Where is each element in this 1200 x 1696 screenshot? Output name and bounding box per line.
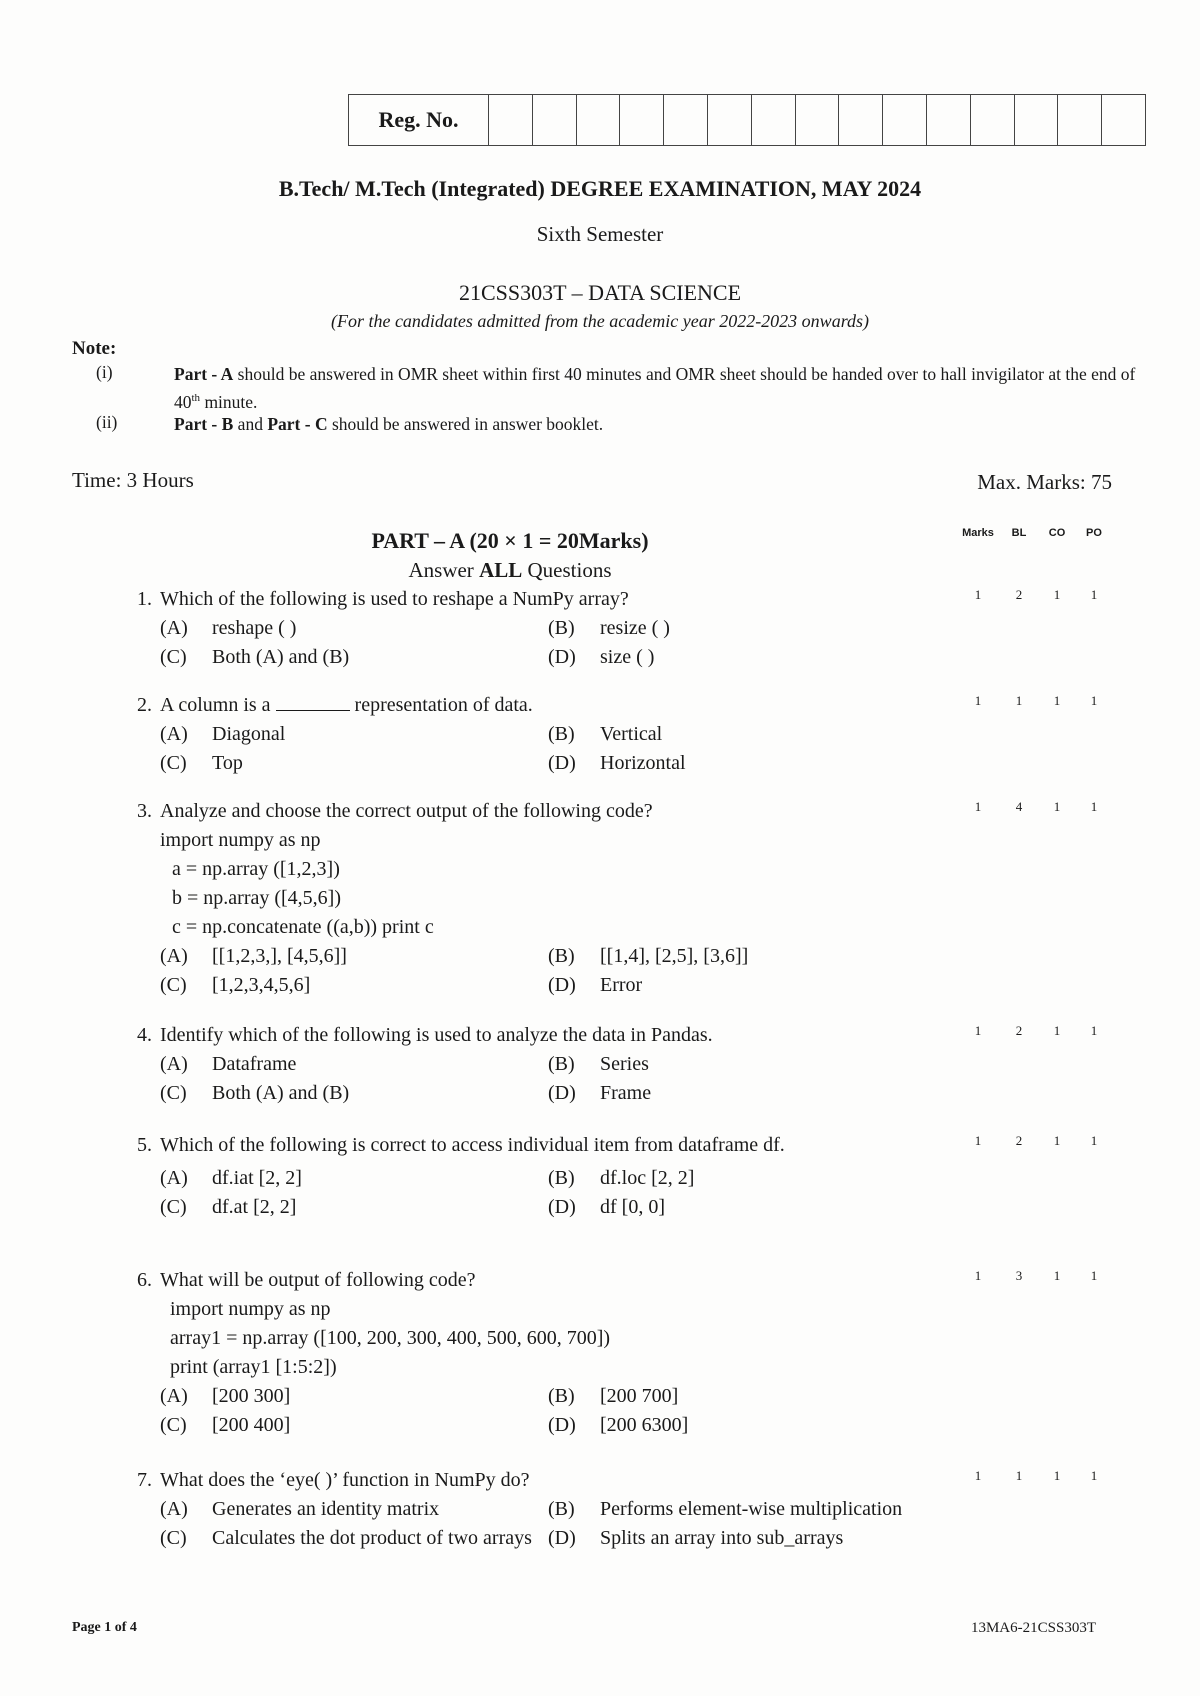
option: (C) Top: [160, 752, 243, 774]
reg-no-cell: [796, 95, 840, 145]
reg-no-cell: [620, 95, 664, 145]
question-co-value: 1: [1053, 1268, 1061, 1283]
code-block: [118, 826, 948, 942]
option: (B) df.loc [2, 2]: [548, 1167, 695, 1189]
code-line: print (array1 [1:5:2]): [170, 1356, 337, 1378]
question-po-value: 1: [1090, 587, 1098, 602]
question-bl-value: 2: [1015, 1133, 1023, 1148]
column-header-bl: BL: [1011, 527, 1027, 539]
fill-in-blank: [276, 693, 350, 711]
code-line: import numpy as np: [170, 1298, 331, 1320]
question-po-value: 1: [1090, 1468, 1098, 1483]
question: [118, 585, 948, 672]
question-number: 7.: [137, 1469, 152, 1491]
question: [118, 1466, 948, 1553]
question-bl-value: 2: [1015, 587, 1023, 602]
reg-no-cells: [489, 95, 1145, 145]
option: (B) Performs element-wise multiplication: [548, 1498, 903, 1520]
question-number: 5.: [137, 1134, 152, 1156]
question-po-value: 1: [1090, 1133, 1098, 1148]
option: (D) Frame: [548, 1082, 652, 1104]
question: [118, 1021, 948, 1108]
option: (A) df.iat [2, 2]: [160, 1167, 302, 1189]
question-co-value: 1: [1053, 693, 1061, 708]
question-number: 2.: [137, 694, 152, 716]
note-num: (i): [96, 362, 113, 382]
question-number: 6.: [137, 1269, 152, 1291]
reg-no-cell: [927, 95, 971, 145]
note-text: Part - B and Part - C should be answered in answer booklet.: [174, 414, 604, 434]
part-heading: PART – A (20 × 1 = 20Marks): [371, 528, 649, 553]
reg-no-cell: [489, 95, 533, 145]
question-bl-value: 3: [1015, 1268, 1023, 1283]
code-line: b = np.array ([4,5,6]): [172, 887, 341, 909]
options: [118, 1495, 948, 1553]
reg-no-cell: [577, 95, 621, 145]
question-co-value: 1: [1053, 1133, 1061, 1148]
options: [118, 1382, 948, 1440]
note-text: Part - A should be answered in OMR sheet within first 40 minutes and OMR sheet should be handed over to hall invigilator at the end of 40th minute.: [174, 364, 1136, 412]
options: [118, 614, 948, 672]
question-bl-value: 4: [1015, 799, 1023, 814]
question-number: 3.: [137, 800, 152, 822]
question-marks-value: 1: [974, 587, 982, 602]
reg-no-cell: [533, 95, 577, 145]
option: (D) Horizontal: [548, 752, 686, 774]
question-co-value: 1: [1053, 587, 1061, 602]
paper-code: 13MA6-21CSS303T: [970, 1620, 1096, 1636]
column-header-marks: Marks: [962, 527, 994, 539]
question-marks-value: 1: [974, 1268, 982, 1283]
question-bl-value: 2: [1015, 1023, 1023, 1038]
question-po-value: 1: [1090, 799, 1098, 814]
option: (D) df [0, 0]: [548, 1196, 665, 1218]
option: (A) Generates an identity matrix: [160, 1498, 440, 1520]
option: (C) [200 400]: [160, 1414, 291, 1436]
question-po-value: 1: [1090, 1023, 1098, 1038]
option: (A) [200 300]: [160, 1385, 291, 1407]
option: (C) Both (A) and (B): [160, 646, 350, 668]
option: (C) Calculates the dot product of two arrays: [160, 1527, 532, 1549]
option: (D) [200 6300]: [548, 1414, 689, 1436]
page-number: Page 1 of 4: [72, 1620, 137, 1635]
note-item: [96, 362, 1136, 414]
question-text: What will be output of following code?: [160, 1269, 476, 1291]
note-label: Note:: [72, 338, 117, 359]
column-header-po: PO: [1086, 527, 1102, 539]
question-po-value: 1: [1090, 693, 1098, 708]
code-block: [118, 1295, 948, 1382]
option: (A) reshape ( ): [160, 617, 297, 639]
reg-no-cell: [839, 95, 883, 145]
code-line: a = np.array ([1,2,3]): [172, 858, 340, 880]
reg-no-label: Reg. No.: [349, 95, 489, 145]
question-text: Which of the following is used to reshape a NumPy array?: [160, 588, 629, 610]
code-line: import numpy as np: [160, 829, 321, 851]
option: (A) [[1,2,3,], [4,5,6]]: [160, 945, 347, 967]
options: [118, 720, 948, 778]
option: (B) [[1,4], [2,5], [3,6]]: [548, 945, 749, 967]
note-item: [96, 412, 1136, 436]
option: (D) Splits an array into sub_arrays: [548, 1527, 844, 1549]
question-text: Analyze and choose the correct output of the following code?: [160, 800, 653, 822]
question-number: 1.: [137, 588, 152, 610]
option: (D) Error: [548, 974, 643, 996]
option: (C) Both (A) and (B): [160, 1082, 350, 1104]
question-text: What does the ‘eye( )’ function in NumPy do?: [160, 1469, 530, 1491]
max-marks: Max. Marks: 75: [977, 470, 1112, 494]
question-marks-value: 1: [974, 693, 982, 708]
question: [118, 797, 948, 1000]
question-marks-value: 1: [974, 1133, 982, 1148]
note-num: (ii): [96, 412, 118, 432]
question-marks-value: 1: [974, 799, 982, 814]
question-text: Identify which of the following is used to analyze the data in Pandas.: [160, 1024, 713, 1046]
reg-no-cell: [971, 95, 1015, 145]
options: [118, 1164, 948, 1222]
option: (B) [200 700]: [548, 1385, 679, 1407]
question-text: Which of the following is correct to access individual item from dataframe df.: [160, 1134, 785, 1156]
question-bl-value: 1: [1015, 693, 1023, 708]
option: (B) resize ( ): [548, 617, 670, 639]
option: (C) [1,2,3,4,5,6]: [160, 974, 311, 996]
question-number: 4.: [137, 1024, 152, 1046]
option: (B) Vertical: [548, 723, 663, 745]
semester: Sixth Semester: [536, 222, 664, 246]
reg-no-cell: [1102, 95, 1145, 145]
reg-no-box: [348, 94, 1146, 146]
question-text: A column is a representation of data.: [160, 694, 533, 716]
code-line: c = np.concatenate ((a,b)) print c: [172, 916, 434, 938]
question-co-value: 1: [1053, 1023, 1061, 1038]
option: (D) size ( ): [548, 646, 655, 668]
code-line: array1 = np.array ([100, 200, 300, 400, 500, 600, 700]): [170, 1327, 611, 1349]
part-instruction: Answer ALL Questions: [408, 558, 612, 582]
reg-no-cell: [664, 95, 708, 145]
option: (A) Diagonal: [160, 723, 286, 745]
question-marks-value: 1: [974, 1468, 982, 1483]
reg-no-cell: [1058, 95, 1102, 145]
reg-no-cell: [883, 95, 927, 145]
question: [118, 691, 948, 778]
question: [118, 1131, 948, 1222]
reg-no-cell: [1015, 95, 1059, 145]
course-title: 21CSS303T – DATA SCIENCE: [458, 280, 742, 305]
question-po-value: 1: [1090, 1268, 1098, 1283]
option: (B) Series: [548, 1053, 649, 1075]
options: [118, 1050, 948, 1108]
option: (A) Dataframe: [160, 1053, 297, 1075]
question-co-value: 1: [1053, 799, 1061, 814]
question-marks-value: 1: [974, 1023, 982, 1038]
question-co-value: 1: [1053, 1468, 1061, 1483]
question-bl-value: 1: [1015, 1468, 1023, 1483]
options: [118, 942, 948, 1000]
option: (C) df.at [2, 2]: [160, 1196, 297, 1218]
question: [118, 1266, 948, 1440]
column-header-co: CO: [1048, 527, 1066, 539]
reg-no-cell: [752, 95, 796, 145]
exam-time: Time: 3 Hours: [72, 468, 194, 492]
reg-no-cell: [708, 95, 752, 145]
exam-title: B.Tech/ M.Tech (Integrated) DEGREE EXAMINATION, MAY 2024: [278, 176, 922, 201]
admitted-note: (For the candidates admitted from the academic year 2022-2023 onwards): [330, 311, 870, 331]
